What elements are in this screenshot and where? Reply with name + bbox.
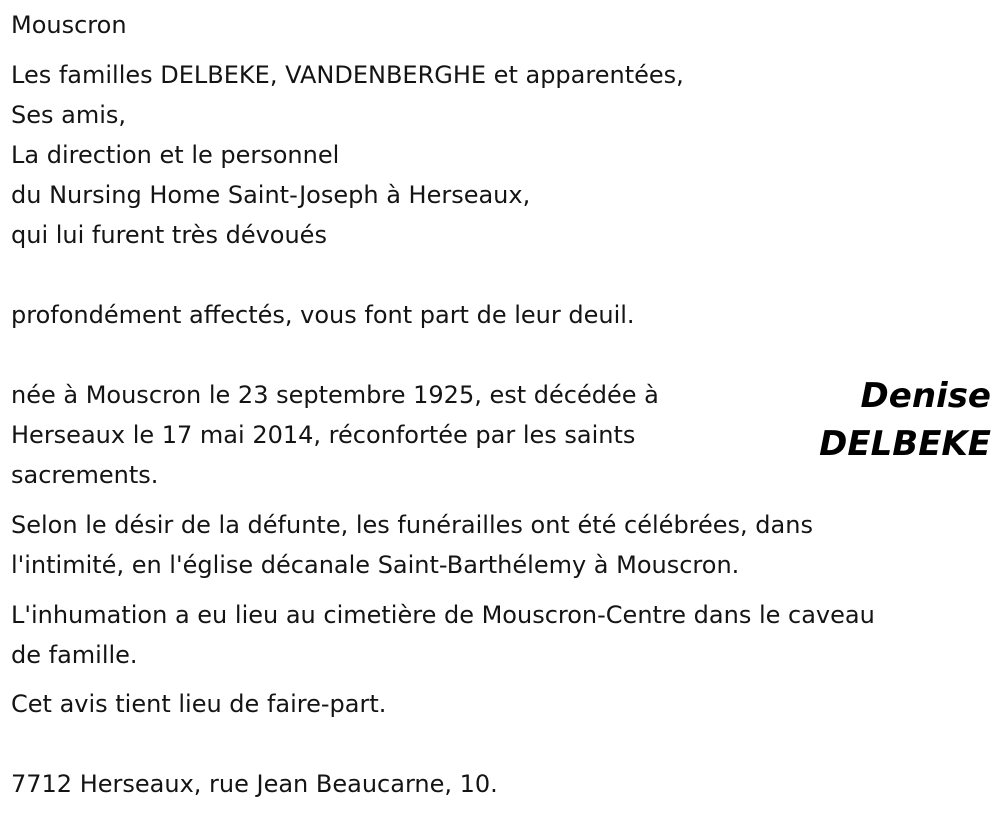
address-line: 7712 Herseaux, rue Jean Beaucarne, 10. [11,770,498,798]
funeral-line-1: Selon le désir de la défunte, les funérailles ont été célébrées, dans [11,511,813,539]
families-line-5: qui lui furent très dévoués [11,221,327,249]
families-line-4: du Nursing Home Saint-Joseph à Herseaux, [11,181,531,209]
funeral-line-2: l'intimité, en l'église décanale Saint-Barthélemy à Mouscron. [11,551,740,579]
families-line-3: La direction et le personnel [11,141,340,169]
birth-death-line-2: Herseaux le 17 mai 2014, réconfortée par les saints [11,421,636,449]
announcement-line: profondément affectés, vous font part de leur deuil. [11,301,635,329]
location-heading: Mouscron [11,11,127,39]
death-notice [11,0,991,818]
closing-line: Cet avis tient lieu de faire-part. [11,690,387,718]
deceased-last-name: DELBEKE [819,424,991,464]
burial-line-2: de famille. [11,641,138,669]
burial-line-1: L'inhumation a eu lieu au cimetière de Mouscron-Centre dans le caveau [11,601,875,629]
families-line-2: Ses amis, [11,101,127,129]
families-line-1: Les familles DELBEKE, VANDENBERGHE et apparentées, [11,61,684,89]
birth-death-line-1: née à Mouscron le 23 septembre 1925, est décédée à [11,381,659,409]
deceased-first-name: Denise [860,376,991,416]
birth-death-line-3: sacrements. [11,461,159,489]
